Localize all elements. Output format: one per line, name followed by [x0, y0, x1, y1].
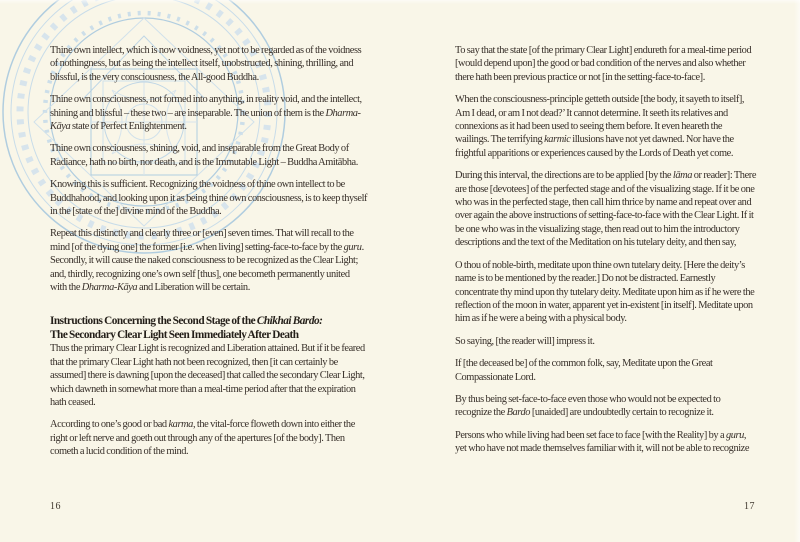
paragraph: So saying, [the reader will] impress it. [455, 335, 595, 347]
paragraph: Thine own intellect, which is now voidness, yet not to be regarded as of the voidness of nothingness, but as being the intellect itself, unobstructed, shining, thrilling, and blissful, is the very consciousness, the All-good Buddha. [50, 45, 362, 83]
paragraph: When the consciousness-principle getteth outside [the body, it sayeth to itself], Am I dead, or am I not dead?’ It cannot determine. It seeth its relatives and connexions as it had been used to seeing them before. It even heareth the wailings. The terrifying karmic illusions have not yet dawned. Nor have the frightful apparitions or experiences caused by the Lords of Death yet come. [455, 94, 745, 159]
page-number-left: 16 [50, 501, 61, 512]
paragraph: Knowing this is sufficient. Recognizing the voidness of thine own intellect to be Buddhahood, and looking upon it as being thine own consciousness, is to keep thyself in the [state of the] divine mind of the Buddha. [50, 179, 368, 218]
paragraph: Persons who while living had been set face to face [with the Reality] by a guru, yet who have not made themselves familiar with it, will not be able to recognize [455, 429, 750, 455]
section-heading-line1: Instructions Concerning the Second Stage of the Chikhai Bardo: [50, 314, 323, 327]
paragraph: During this interval, the directions are to be applied [by the lāma or reader]: There are those [devotees] of the perfected stage and of the visualizing stage. If it be one who was in the perfected stage, then call him thrice by name and repeat over and over again the above instructions of setting-face-to-face with the Clear Light. If it be one who was in the visualizing stage, then read out to him the introductory descriptions and the text of the Meditation on his tutelary deity, and then say, [455, 170, 757, 249]
paragraph: According to one’s good or bad karma, the vital-force floweth down into either the right or left nerve and goeth out through any of the apertures [of the body]. Then cometh a lucid condition of the mind. [50, 419, 355, 458]
page-edge-highlight-top [0, 0, 800, 4]
section-heading [50, 314, 368, 343]
right-page [455, 44, 757, 465]
paragraph: By thus being set-face-to-face even those who would not be expected to recognize the Bardo [unaided] are undoubtedly certain to recognize it. [455, 393, 721, 419]
section-heading-line2: The Secondary Clear Light Seen Immediately After Death [50, 328, 299, 341]
paragraph: O thou of noble-birth, meditate upon thine own tutelary deity. [Here the deity’s name is to be mentioned by the reader.] Do not be distracted. Earnestly concentrate thy mind upon thy tutelary deity. Meditate upon him as if he were the reflection of the moon in water, apparent yet in-existent [in itself]. Meditate upon him as if he were a being with a physical body. [455, 259, 755, 325]
page-edge-highlight-right [794, 0, 800, 542]
page-number-right: 17 [744, 501, 755, 512]
paragraph: Thine own consciousness, shining, void, and inseparable from the Great Body of Radiance, hath no birth, nor death, and is the Immutable Light – Buddha Amitābha. [50, 143, 358, 168]
paragraph: If [the deceased be] of the common folk, say, Meditate upon the Great Compassionate Lord. [455, 358, 713, 383]
paragraph: To say that the state [of the primary Clear Light] endureth for a meal-time period [would depend upon] the good or bad condition of the nerves and also whether there hath been previous practice or not [in the setting-face-to-face]. [455, 45, 752, 83]
paragraph: Repeat this distinctly and clearly three or [even] seven times. That will recall to the mind [of the dying one] the former [i.e. when living] setting-face-to-face by the guru. Secondly, it will cause the naked consciousness to be recognized as the Clear Light; and, thirdly, recognizing one’s own self [thus], one becometh permanently united with the Dharma-Kāya and Liberation will be certain. [50, 228, 364, 294]
paragraph: Thine own consciousness, not formed into anything, in reality void, and the intellect, shining and blissful – these two – are inseparable. The union of them is the Dharma-Kāya state of Perfect Enlightenment. [50, 94, 362, 133]
left-page [50, 44, 368, 468]
paragraph: Thus the primary Clear Light is recognized and Liberation attained. But if it be feared that the primary Clear Light hath not been recognized, then [it can certainly be assumed] there is dawning [upon the deceased] that called the secondary Clear Light, which dawneth in somewhat more than a meal-time period after that the expiration hath ceased. [50, 343, 365, 408]
